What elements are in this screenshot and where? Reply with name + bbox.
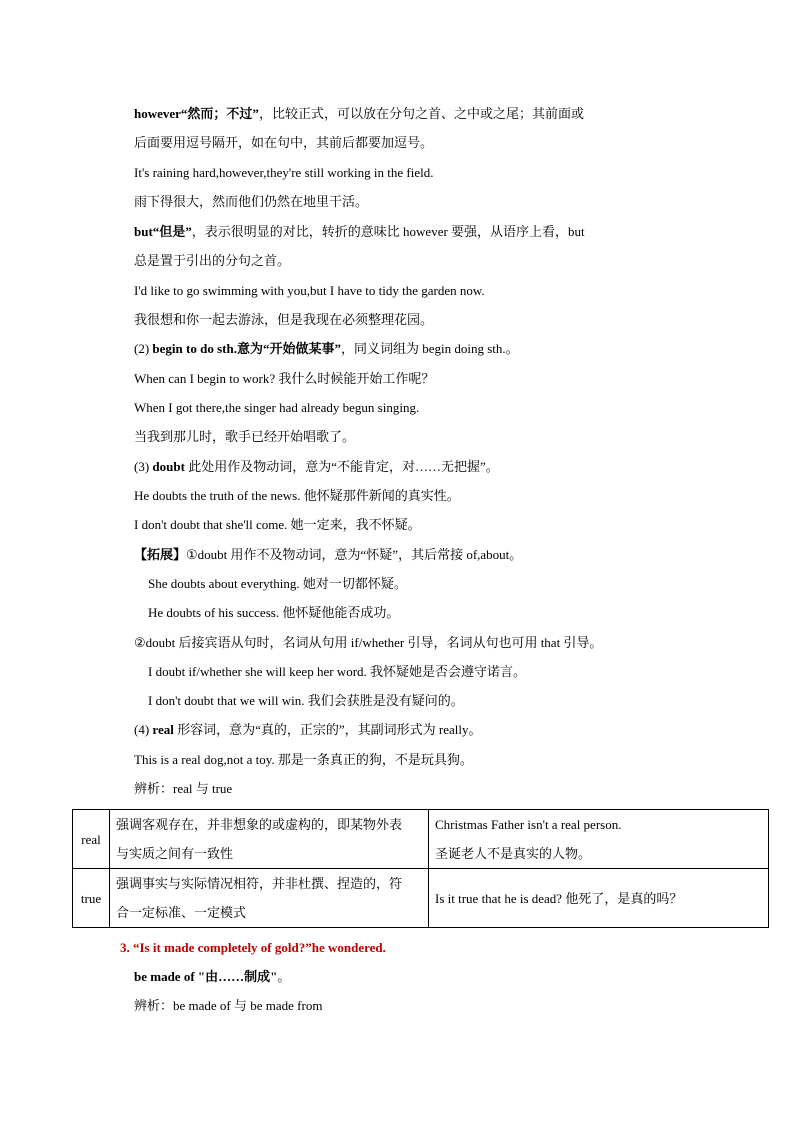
text-line: I doubt if/whether she will keep her word. 我怀疑她是否会遵守诺言。 [148, 664, 527, 679]
text-line: It's raining hard,however,they're still working in the field. [134, 165, 434, 180]
table-cell-word: true [73, 869, 110, 928]
text-line: be made of "由……制成"。 [134, 969, 291, 984]
comparison-table [72, 809, 769, 928]
text-line: 雨下得很大，然而他们仍然在地里干活。 [134, 194, 369, 209]
table-row [73, 810, 769, 869]
text-line: I don't doubt that we will win. 我们会获胜是没有疑问的。 [148, 693, 464, 708]
text-line: 辨析：real 与 true [134, 781, 233, 796]
text-line: (3) doubt 此处用作及物动词，意为“不能肯定，对……无把握”。 [134, 459, 499, 474]
text-line: 我很想和你一起去游泳，但是我现在必须整理花园。 [134, 312, 434, 327]
text-line: 辨析：be made of 与 be made from [134, 998, 323, 1013]
text-line: (4) real 形容词，意为“真的，正宗的”，其副词形式为 really。 [134, 722, 482, 737]
text-line: I'd like to go swimming with you,but I have to tidy the garden now. [134, 283, 485, 298]
text-line: He doubts the truth of the news. 他怀疑那件新闻的真实性。 [134, 488, 460, 503]
text-line: however“然而；不过”，比较正式，可以放在分句之首、之中或之尾；其前面或 [134, 106, 584, 121]
text-line: I don't doubt that she'll come. 她一定来，我不怀疑。 [134, 517, 421, 532]
table-cell-description: 强调客观存在，并非想象的或虚构的，即某物外表 与实质之间有一致性 [110, 810, 429, 869]
text-line: ②doubt 后接宾语从句时，名词从句用 if/whether 引导，名词从句也可用 that 引导。 [134, 635, 603, 650]
table-cell-word: real [73, 810, 110, 869]
table-cell-example: Is it true that he is dead? 他死了，是真的吗？ [429, 869, 769, 928]
text-line: 当我到那儿时，歌手已经开始唱歌了。 [134, 429, 356, 444]
table-cell-example: Christmas Father isn't a real person. 圣诞老人不是真实的人物。 [429, 810, 769, 869]
table-row [73, 869, 769, 928]
text-line: but“但是”，表示很明显的对比，转折的意味比 however 要强，从语序上看，but [134, 224, 585, 239]
text-line: When can I begin to work? 我什么时候能开始工作呢？ [134, 371, 435, 386]
text-line: 总是置于引出的分句之首。 [134, 253, 291, 268]
text-line: This is a real dog,not a toy. 那是一条真正的狗，不是玩具狗。 [134, 752, 473, 767]
text-line: She doubts about everything. 她对一切都怀疑。 [148, 576, 407, 591]
text-line: (2) begin to do sth.意为“开始做某事”，同义词组为 begin doing sth.。 [134, 341, 519, 356]
table-cell-description: 强调事实与实际情况相符，并非杜撰、捏造的，符 合一定标准、一定模式 [110, 869, 429, 928]
text-line: He doubts of his success. 他怀疑他能否成功。 [148, 605, 400, 620]
section-heading: 3. “Is it made completely of gold?”he wondered. [120, 940, 386, 955]
text-line: When I got there,the singer had already begun singing. [134, 400, 420, 415]
text-line: 后面要用逗号隔开，如在句中，其前后都要加逗号。 [134, 135, 434, 150]
text-line: 【拓展】①doubt 用作不及物动词，意为“怀疑”，其后常接 of,about。 [134, 547, 523, 562]
